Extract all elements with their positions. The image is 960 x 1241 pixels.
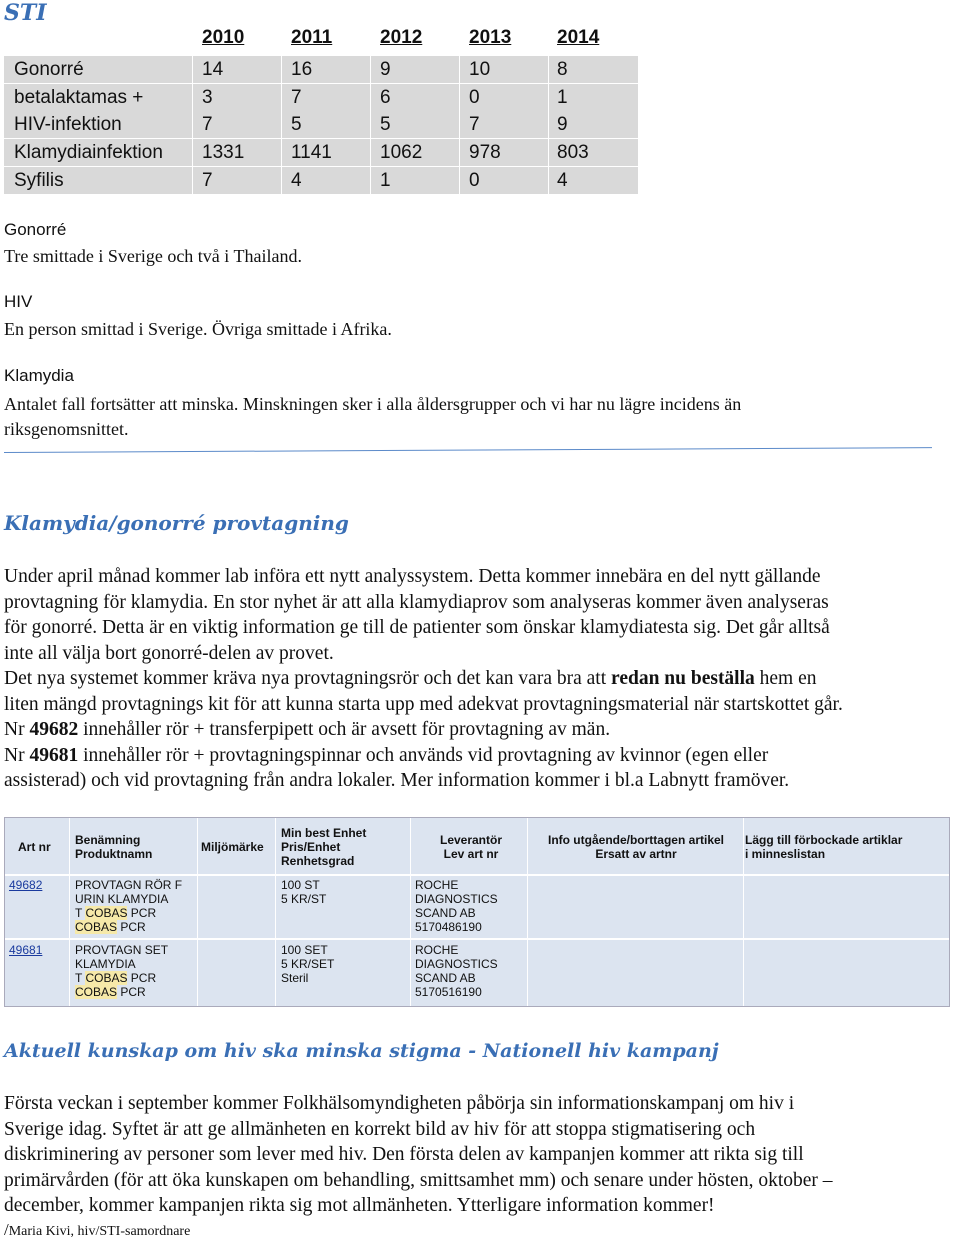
product-unit: 100 SET 5 KR/SET Steril: [281, 943, 335, 985]
note-text-hiv: En person smittad i Sverige. Övriga smittade i Afrika.: [4, 319, 392, 339]
row-divider: [5, 874, 949, 876]
table-row: [9, 943, 42, 957]
col-divider: [192, 56, 193, 83]
col-divider: [197, 818, 198, 1006]
col-header-min: Min best Enhet Pris/Enhet Renhetsgrad: [281, 826, 367, 868]
col-divider: [459, 84, 460, 111]
stats-cell: 0: [469, 86, 480, 108]
stats-cell: 3: [202, 86, 213, 108]
row-divider: [5, 938, 949, 940]
col-divider: [281, 167, 282, 194]
col-divider: [459, 56, 460, 83]
stats-cell: 9: [557, 114, 568, 136]
stats-cell: 7: [291, 86, 302, 108]
col-divider: [548, 139, 549, 166]
note-heading-hiv: HIV: [4, 292, 33, 311]
product-table: [4, 817, 950, 1007]
col-divider: [281, 139, 282, 166]
col-divider: [459, 111, 460, 138]
section-divider: [4, 447, 932, 453]
product-name: PROVTAGN RÖR F URIN KLAMYDIA T COBAS PCR COBAS PCR: [75, 878, 183, 934]
stats-cell: 1062: [380, 142, 423, 164]
text-line: inte all välja bort gonorré-delen av provet.: [4, 642, 334, 664]
text-line: assisterad) och vid provtagning från andra lokaler. Mer information kommer i bl.a Labnytt framöver.: [4, 770, 790, 791]
stats-row: [4, 56, 638, 84]
text-line: Nr 49682 innehåller rör + transferpipett och är avsett för provtagning av män.: [4, 719, 611, 740]
col-divider: [69, 818, 70, 1006]
note-text-gonorre: Tre smittade i Sverige och två i Thailand.: [4, 246, 302, 266]
article-number: 49682: [29, 719, 79, 740]
note-heading-gonorre: Gonorré: [4, 220, 67, 239]
col-divider: [459, 167, 460, 194]
stats-cell: 10: [469, 59, 491, 80]
stats-cell: 7: [202, 114, 213, 136]
stats-cell: 978: [469, 142, 501, 164]
text-line: december, kommer kampanjen rikta sig mot allmänheten. Ytterligare information kommer!: [4, 1195, 715, 1216]
stats-cell: 4: [557, 169, 568, 191]
col-divider: [370, 84, 371, 111]
col-divider: [281, 84, 282, 111]
col-divider: [275, 818, 276, 1006]
col-divider: [743, 818, 744, 1006]
year-header: 2013: [469, 27, 512, 48]
stats-cell: 6: [380, 86, 391, 108]
stats-cell: 14: [202, 59, 224, 80]
col-divider: [548, 167, 549, 194]
stats-row-label: betalaktamas +: [14, 86, 144, 108]
year-header: 2011: [291, 27, 333, 48]
stats-cell: 0: [469, 169, 480, 191]
col-header-info: Info utgående/borttagen artikel Ersatt av artnr: [547, 833, 724, 861]
text-line: provtagning för klamydia. En stor nyhet är att alla klamydiaprov som analyseras kommer även analyseras: [4, 591, 829, 613]
signature: /Maria Kivi, hiv/STI-samordnare: [4, 1220, 191, 1239]
year-header: 2014: [557, 27, 600, 48]
stats-cell: 7: [469, 114, 480, 136]
note-text-klamydia: Antalet fall fortsätter att minska. Minskningen sker i alla åldersgrupper och vi har nu lägre incidens än: [4, 394, 742, 414]
stats-row-label: Gonorré: [14, 59, 84, 80]
stats-cell: 5: [291, 114, 302, 136]
text-line: primärvården (för att öka kunskapen om behandling, smittsamhet mm) och senare under hösten, oktober –: [4, 1169, 833, 1191]
article-link-49682[interactable]: 49682: [9, 878, 43, 892]
table-row: [9, 878, 42, 892]
note-heading-klamydia: Klamydia: [4, 366, 74, 385]
text-line: Nr 49681 innehåller rör + provtagningspinnar och används vid provtagning av kvinnor (egen eller: [4, 744, 769, 766]
col-divider: [370, 56, 371, 83]
col-divider: [548, 56, 549, 83]
col-divider: [281, 111, 282, 138]
stats-cell: 1: [557, 86, 568, 108]
col-header-miljo: Miljömärke: [201, 840, 264, 854]
text-line: liten mängd provtagnings kit för att kunna starta upp med adekvat provtagningsmaterial när startskottet går.: [4, 693, 843, 715]
text-line: Första veckan i september kommer Folkhälsomyndigheten påbörja sin informationskampanj om hiv i: [4, 1093, 795, 1114]
stats-cell: 5: [380, 114, 391, 136]
product-supplier: ROCHE DIAGNOSTICS SCAND AB 5170516190: [415, 943, 498, 999]
section-heading-provtagning: Klamydia/gonorré provtagning: [4, 511, 349, 535]
stats-cell: 16: [291, 59, 313, 80]
col-header-leverantor: Leverantör Lev art nr: [439, 833, 503, 861]
stats-cell: 803: [557, 142, 589, 164]
col-divider: [410, 818, 411, 1006]
article-link-49681[interactable]: 49681: [9, 943, 43, 957]
stats-cell: 1331: [202, 142, 245, 164]
page-title: STI: [4, 0, 47, 26]
product-supplier: ROCHE DIAGNOSTICS SCAND AB 5170486190: [415, 878, 498, 934]
text-line: diskriminering av personer som lever med hiv. Den första delen av kampanjen kommer att rikta sig till: [4, 1144, 804, 1165]
col-header-benamning: Benämning Produktnamn: [75, 833, 153, 861]
section-heading-hiv-kampanj: Aktuell kunskap om hiv ska minska stigma - Nationell hiv kampanj: [4, 1040, 719, 1062]
note-text-klamydia-2: riksgenomsnittet.: [4, 419, 129, 439]
col-divider: [192, 84, 193, 111]
col-divider: [527, 818, 528, 1006]
article-number: 49681: [29, 744, 79, 766]
year-header: 2010: [202, 27, 245, 48]
col-divider: [370, 167, 371, 194]
year-header: 2012: [380, 27, 423, 48]
col-divider: [192, 139, 193, 166]
stats-cell: 1: [380, 169, 391, 191]
stats-row: [4, 84, 638, 112]
stats-cell: 9: [380, 59, 391, 80]
emphasis-text: redan nu beställa: [611, 668, 755, 689]
col-divider: [281, 56, 282, 83]
col-divider: [370, 111, 371, 138]
text-line: Det nya systemet kommer kräva nya provtagningsrör och det kan vara bra att redan nu beställa hem en: [4, 668, 817, 689]
stats-row-label: HIV-infektion: [14, 114, 122, 136]
col-divider: [370, 139, 371, 166]
stats-cell: 8: [557, 59, 568, 80]
product-name: PROVTAGN SET KLAMYDIA T COBAS PCR COBAS PCR: [75, 943, 169, 999]
text-line: Under april månad kommer lab införa ett nytt analyssystem. Detta kommer innebära en del nytt gällande: [4, 566, 821, 587]
stats-row: [4, 111, 638, 139]
stats-row-label: Klamydiainfektion: [14, 142, 163, 164]
stats-header-row: [4, 27, 638, 55]
col-divider: [192, 111, 193, 138]
stats-cell: 1141: [291, 142, 332, 164]
text-line: Sverige idag. Syftet är att ge allmänheten en korrekt bild av hiv för att stoppa stigmatisering och: [4, 1118, 756, 1140]
provtagning-paragraph: [4, 564, 960, 794]
stats-row-label: Syfilis: [14, 169, 64, 191]
stats-row: [4, 139, 638, 167]
hiv-kampanj-paragraph: [4, 1091, 960, 1219]
stats-row: [4, 167, 638, 195]
stats-cell: 4: [291, 169, 302, 191]
col-divider: [192, 167, 193, 194]
product-unit: 100 ST 5 KR/ST: [281, 878, 327, 906]
col-divider: [548, 84, 549, 111]
text-line: för gonorré. Detta är en viktig information ge till de patienter som önskar klamydiatesta sig. Det går alltså: [4, 617, 830, 638]
stats-cell: 7: [202, 169, 213, 191]
col-divider: [459, 139, 460, 166]
col-divider: [548, 111, 549, 138]
col-header-art: Art nr: [18, 840, 51, 854]
col-header-lagg: Lägg till förbockade artiklar i minneslistan: [745, 833, 903, 861]
